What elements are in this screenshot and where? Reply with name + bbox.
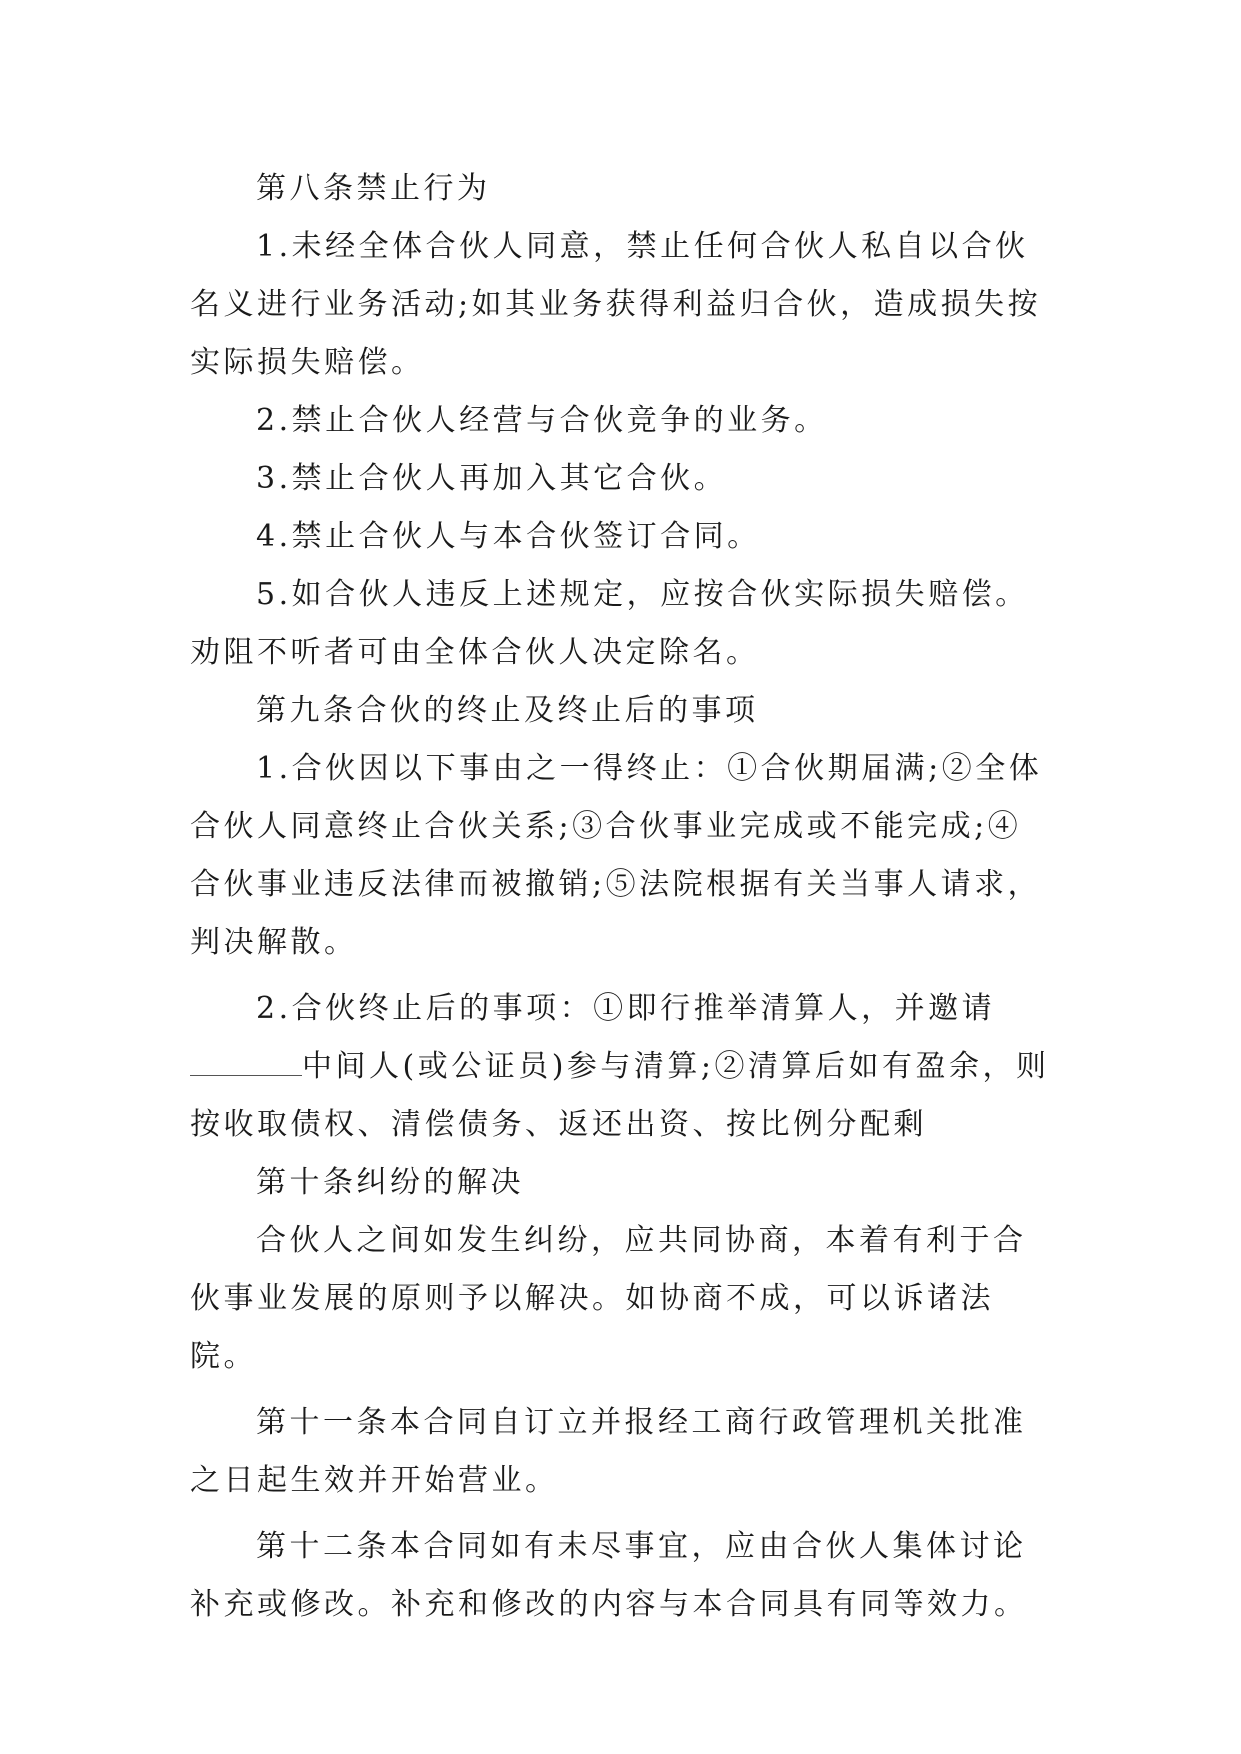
article-8-item-2: 2.禁止合伙人经营与合伙竞争的业务。 xyxy=(256,403,828,438)
article-8-item-1: 1.未经全体合伙人同意，禁止任何合伙人私自以合伙名义进行业务活动;如其业务获得利益归合伙，造成损失按实际损失赔偿。 xyxy=(190,229,1042,380)
article-11: 第十一条本合同自订立并报经工商行政管理机关批准之日起生效并开始营业。 xyxy=(190,1405,1027,1498)
article-9-item-1: 1.合伙因以下事由之一得终止：①合伙期届满;②全体合伙人同意终止合伙关系;③合伙事业完成或不能完成;④合伙事业违反法律而被撤销;⑤法院根据有关当事人请求，判决解散。 xyxy=(190,751,1043,960)
article-8-item-3: 3.禁止合伙人再加入其它合伙。 xyxy=(256,461,728,496)
article-10-heading: 第十条纠纷的解决 xyxy=(256,1165,524,1200)
document-page xyxy=(190,160,1050,1634)
article-8-item-5: 5.如合伙人违反上述规定，应按合伙实际损失赔偿。劝阻不听者可由全体合伙人决定除名。 xyxy=(190,577,1029,670)
article-9-item-2 xyxy=(190,980,1050,1154)
article-8-item-4: 4.禁止合伙人与本合伙签订合同。 xyxy=(256,519,761,554)
article-12: 第十二条本合同如有未尽事宜，应由合伙人集体讨论补充或修改。补充和修改的内容与本合同具有同等效力。 xyxy=(190,1529,1028,1622)
article-9-item-2-part-1: 2.合伙终止后的事项：①即行推举清算人，并邀请 xyxy=(256,991,996,1026)
article-9-item-2-part-2: 中间人(或公证员)参与清算;②清算后如有盈余，则按收取债权、清偿债务、返还出资、按比例分配剩 xyxy=(190,1049,1050,1142)
article-10-body: 合伙人之间如发生纠纷，应共同协商，本着有利于合伙事业发展的原则予以解决。如协商不成，可以诉诸法院。 xyxy=(190,1223,1027,1374)
fill-in-blank xyxy=(190,1049,302,1076)
article-8-heading: 第八条禁止行为 xyxy=(256,171,491,206)
article-9-heading: 第九条合伙的终止及终止后的事项 xyxy=(256,693,759,728)
